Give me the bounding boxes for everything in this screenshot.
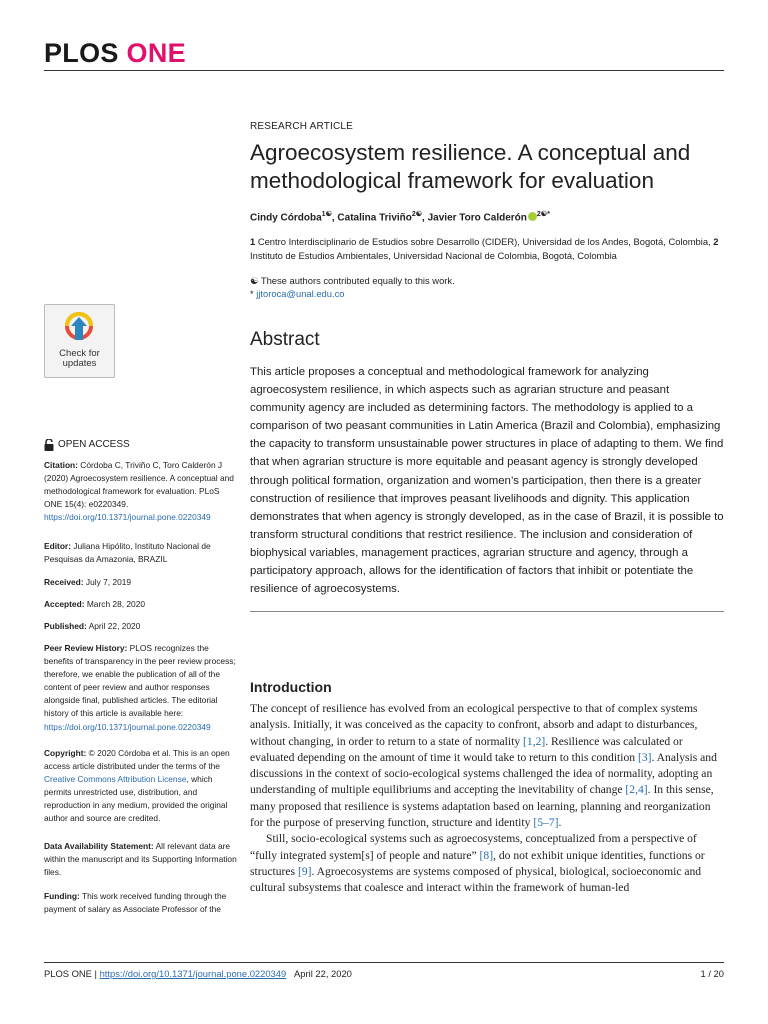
author-name[interactable]: Catalina Triviño — [337, 212, 412, 224]
author-list: Cindy Córdoba$^{1☯}$, Catalina Triviño$^{2☯}$, Javier Toro Calderón $^{2☯*}$ — [250, 211, 550, 224]
footer-date: April 22, 2020 — [294, 968, 352, 979]
intro-paragraph-1: The concept of resilience has evolved from an ecological perspective to that of complex systems analysis. Initially, it was conceived as the capacity to confront, absorb and adapt to disturbances, without changing, in order to return to a state of normality [1,2]. Resilience was calculated or evaluated depending on the amount of time it would take to return to this condition [3]. Analysis and discussions in the context of socio-ecological systems challenged the idea of normality, adopting an understanding of multiple equilibriums and accepting the inevitability of change [2,4]. In this sense, many proposed that resilience is systems adaptation based on learning, planning and reorganization for the purpose of preserving function, structure and identity [5–7]. — [250, 702, 717, 830]
received-date: Received: July 7, 2019 — [44, 577, 132, 587]
affil-text: Instituto de Estudios Ambientales, Universidad Nacional de Colombia, Bogotá, Colombia — [250, 250, 617, 261]
logo-plos: PLOS — [44, 38, 119, 68]
affil-num: 2 — [713, 236, 719, 247]
author-sup: 2☯ — [411, 211, 423, 218]
journal-logo[interactable] — [44, 38, 186, 69]
author-sup: 1☯ — [321, 211, 332, 218]
affil-num: 1 — [250, 236, 256, 247]
citation-block: Citation: Córdoba C, Triviño C, Toro Calderón J (2020) Agroecosystem resilience. A conceptual and methodological framework for evaluation. PLoS ONE 15(4): e0220349. https://doi.org/10.1371/journal.pone.0220349 — [44, 460, 234, 523]
abstract-divider — [250, 611, 724, 612]
citation-ref[interactable]: [8] — [479, 848, 494, 862]
citation-ref[interactable]: [5–7] — [533, 816, 559, 830]
footer-journal: PLOS ONE — [44, 968, 92, 979]
footer-doi-link[interactable]: https://doi.org/10.1371/journal.pone.0220349 — [99, 968, 287, 979]
page-footer: PLOS ONE | https://doi.org/10.1371/journal.pone.0220349 April 22, 2020 1 / 20 — [44, 968, 724, 979]
open-access-label: OPEN ACCESS — [44, 438, 239, 451]
corresponding-email-link[interactable]: jjtoroca@unal.edu.co — [256, 288, 345, 299]
orcid-icon[interactable] — [528, 212, 537, 221]
accepted-date: Accepted: March 28, 2020 — [44, 599, 146, 609]
article-title: Agroecosystem resilience. A conceptual and methodological framework for evaluation — [250, 140, 691, 193]
author-sup: 2☯* — [536, 211, 550, 218]
page-number: 1 / 20 — [700, 968, 724, 979]
author-name[interactable]: Cindy Córdoba — [250, 212, 322, 224]
logo-one: ONE — [126, 38, 186, 68]
funding-block: Funding: This work received funding through the payment of salary as Associate Professor of the — [44, 891, 227, 915]
peer-review-link[interactable]: https://doi.org/10.1371/journal.pone.0220349 — [44, 721, 211, 732]
published-date: Published: April 22, 2020 — [44, 621, 141, 631]
citation-ref[interactable]: [9] — [297, 864, 312, 878]
introduction-body — [250, 701, 724, 897]
check-for-updates-icon — [65, 312, 93, 340]
affil-text: Centro Interdisciplinario de Estudios sobre Desarrollo (CIDER), Universidad de los Andes, Bogotá, Colombia, — [257, 236, 711, 247]
header-divider — [44, 70, 724, 71]
author-name[interactable]: Javier Toro Calderón — [427, 212, 527, 224]
editor-block: Editor: Juliana Hipólito, Instituto Nacional de Pesquisas da Amazonia, BRAZIL — [44, 541, 211, 565]
introduction-heading: Introduction — [250, 679, 332, 695]
citation-ref[interactable]: [3] — [637, 750, 652, 764]
badge-label: Check for updates — [59, 348, 100, 369]
abstract-text: This article proposes a conceptual and methodological framework for analyzing agroecosystem resilience, in which aspects such as agrarian structure and peasant community agency are included as determining factors. The methodology is applied to a comparison of two peasant communities in Latin America (Brazil and Colombia), emphasizing the capacity to transform unsustainable power structures in place of adapting to them. We find that when agrarian structure is more equitable and peasant agency is strongly developed through political formation, organization and women’s participation, then there is a greater construction of resilience that improves peasant livelihoods and dignity. This application demonstrates that when agency is strongly developed, as in the case of Brazil, it is possible to transform structural conditions that restrict resilience. The inclusion and consideration of biophysical variables, management practices, agrarian structure and agency, through a participatory approach, allows for the identification of factors that inhibit or potentiate the resilience of agroecosystems. — [250, 366, 724, 596]
citation-doi-link[interactable]: https://doi.org/10.1371/journal.pone.0220349 — [44, 512, 211, 523]
article-type: RESEARCH ARTICLE — [250, 121, 354, 132]
open-lock-icon — [44, 439, 54, 451]
check-for-updates-badge[interactable] — [44, 304, 115, 378]
data-availability-block: Data Availability Statement: All relevant data are within the manuscript and its Supporting Information files. — [44, 841, 237, 878]
equal-contribution-note: ☯ These authors contributed equally to this work. — [250, 275, 455, 286]
corresponding-mark: * — [250, 288, 254, 299]
intro-paragraph-2: Still, socio-ecological systems such as agroecosystems, conceptualized from a perspective of “fully integrated system[s] of people and nature” [8], do not exhibit unique identities, functions or structures [9]. Agroecosystems are systems composed of physical, biological, socioeconomic and cultural subsystems that coalesce and interact within the framework of human-led — [250, 832, 705, 895]
peer-review-block: Peer Review History: PLOS recognizes the benefits of transparency in the peer review process; therefore, we enable the publication of all of the content of peer review and author responses alongside final, published articles. The editorial history of this article is available here: https://doi.org/10.1371/journal.pone.0220349 — [44, 643, 236, 732]
abstract-heading: Abstract — [250, 329, 320, 350]
affiliations — [250, 235, 724, 263]
copyright-block: Copyright: © 2020 Córdoba et al. This is an open access article distributed under the terms of the Creative Commons Attribution License, which permits unrestricted use, distribution, and reproduction in any medium, provided the original author and source are credited. — [44, 748, 230, 824]
contribution-notes — [250, 274, 724, 300]
citation-ref[interactable]: [2,4] — [625, 783, 648, 797]
license-link[interactable]: Creative Commons Attribution License — [44, 774, 187, 785]
footer-divider — [44, 962, 724, 963]
citation-ref[interactable]: [1,2] — [523, 734, 546, 748]
